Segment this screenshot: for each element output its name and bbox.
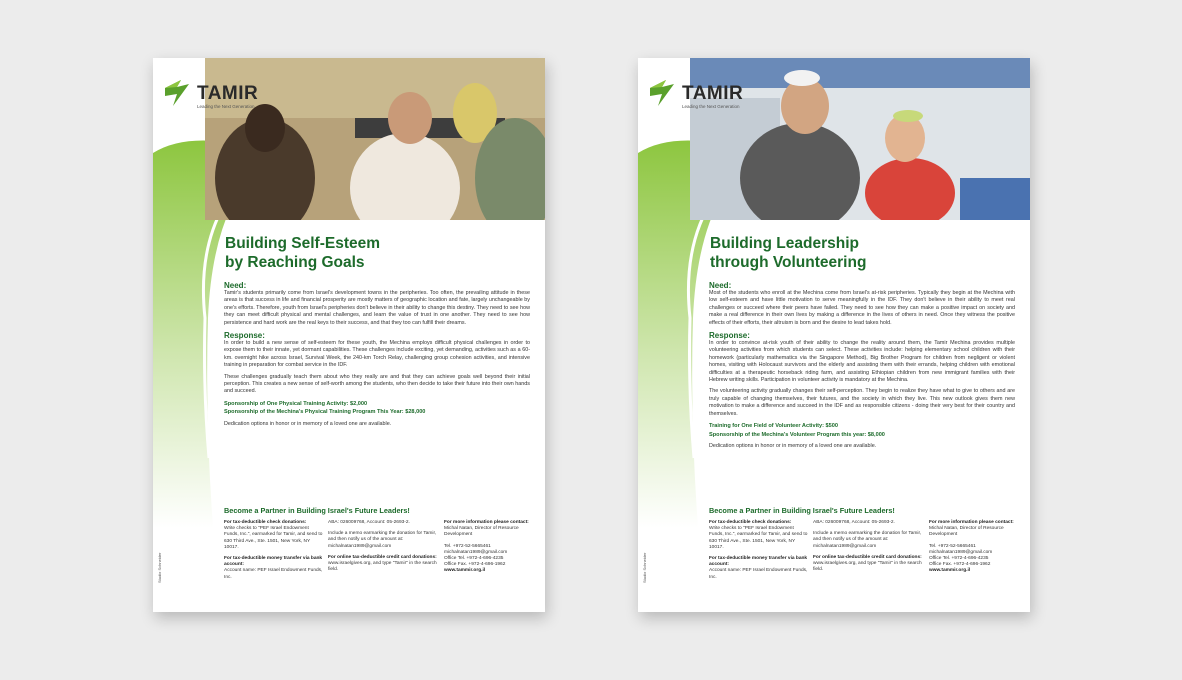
- response-paragraph-1: In order to build a new sense of self-esteem for these youth, the Mechina employs difficult physical challenges in order to expose them to their innate, yet dormant capabilities. These challenges include exciting, yet demanding, activities such as a 60-km. overnight hike across Israel, Survival Week, the 240-km Torch Relay, challenging group cohesion activities, and intensive training in preparation for combat service in the IDF.: [224, 340, 530, 369]
- footer-col-check: [709, 520, 809, 581]
- response-paragraph-2: The volunteering activity gradually changes their self-perception. They begin to realize they have what to give to others and are truly capable of changing themselves, their futures, and the society in which they live. This new outlook gives them new motivation to make a difference and succeed in the IDF and as responsible citizens - doing their very best for their country and themselves.: [709, 388, 1015, 417]
- response-paragraph-1: In order to convince at-risk youth of their ability to change the reality around them, the Tamir Mechina provides multiple volunteering activities from which students can select. These activities include: helping elementary school children with their homework (particularly mathematics via the Singapore Method), Big Brother Program for children from negligent or violent homes, visiting with Holocaust survivors and the elderly and assisting them with their errands, helping children with emotional difficulties at a therapeutic horseback riding farm, and assisting Ethiopian children from new immigrant families with their Hebrew writing skills. Participation in volunteer activity is mandatory at the Mechina.: [709, 340, 1015, 384]
- contact-tel: Tel. +972-52-5665461: [444, 543, 491, 549]
- office-tel: Office Tel. +972-4-696-4235: [929, 556, 989, 562]
- transfer-heading: For tax-deductible money transfer via bank account:: [709, 556, 808, 568]
- office-fax: Office Fax. +972-4-696-1962: [444, 562, 506, 568]
- check-heading: For tax-deductible check donations:: [709, 520, 792, 525]
- office-tel: Office Tel. +972-4-696-4235: [444, 556, 504, 562]
- dedication-note: Dedication options in honor or in memory of a loved one are available.: [709, 443, 877, 450]
- partner-heading: Become a Partner in Building Israel's Future Leaders!: [224, 506, 410, 515]
- footer-col-contact: [929, 520, 1019, 575]
- response-heading: Response:: [224, 331, 265, 341]
- office-fax: Office Fax. +972-4-696-1962: [929, 562, 991, 568]
- contact-email: michalnatan1989@gmail.com: [929, 549, 993, 555]
- website-link[interactable]: www.tammir.org.il: [929, 568, 971, 574]
- logo-wordmark: TAMIR: [197, 83, 259, 104]
- memo-text: Include a memo earmarking the donation for Tamir, and then notify us of the amount at: michalnatan1989@gmail.com: [813, 531, 922, 549]
- sponsorship-line-1: Training for One Field of Volunteer Activity: $500: [709, 423, 838, 430]
- contact-heading: For more information please contact:: [929, 520, 1014, 525]
- studio-credit: Studio Schneider: [642, 552, 647, 583]
- sponsorship-line-2: Sponsorship of the Mechina's Physical Training Program This Year: $28,000: [224, 409, 426, 416]
- contact-tel: Tel. +972-52-5665461: [929, 543, 976, 549]
- flyer-page-leadership: [638, 58, 1030, 612]
- studio-credit: Studio Schneider: [157, 552, 162, 583]
- aba-text: ABA: 026009768, Account: 05-2693-2.: [813, 520, 895, 525]
- need-heading: Need:: [224, 281, 247, 290]
- tamir-logo: [648, 78, 758, 118]
- aba-text: ABA: 026009768, Account: 05-2693-2.: [328, 520, 410, 525]
- card-heading: For online tax-deductible credit card donations:: [813, 554, 922, 560]
- logo-tagline: Leading the Next Generation: [682, 104, 740, 109]
- card-text: www.israelgives.org, and type "Tamir" in the search field.: [328, 561, 437, 573]
- transfer-text: Account name: PEF Israel Endowment Funds, Inc.: [224, 568, 323, 580]
- footer-col-check: [224, 520, 324, 581]
- donation-footer: [709, 520, 1019, 600]
- transfer-text: Account name: PEF Israel Endowment Funds, Inc.: [709, 568, 808, 580]
- transfer-heading: For tax-deductible money transfer via bank account:: [224, 556, 323, 568]
- check-text: Write checks to "PEF Israel Endowment Funds, Inc.", earmarked for Tamir, and send to 630 Third Ave., Ste. 1501, New York, NY 10017.: [224, 526, 323, 550]
- logo-tagline: Leading the Next Generation: [197, 104, 255, 109]
- need-heading: Need:: [709, 281, 732, 290]
- logo-wordmark: TAMIR: [682, 83, 744, 104]
- check-heading: For tax-deductible check donations:: [224, 520, 307, 525]
- contact-name: Michal Natan, Director of Resource Development: [929, 526, 1004, 538]
- tamir-logo-mark-icon: [648, 78, 680, 108]
- body-content: [709, 279, 1015, 449]
- card-heading: For online tax-deductible credit card donations:: [328, 554, 437, 560]
- page-title: [710, 234, 866, 272]
- footer-col-bank: [328, 520, 440, 573]
- contact-name: Michal Natan, Director of Resource Development: [444, 526, 519, 538]
- partner-heading: Become a Partner in Building Israel's Future Leaders!: [709, 506, 895, 515]
- donation-footer: [224, 520, 534, 600]
- footer-col-contact: [444, 520, 534, 575]
- response-heading: Response:: [709, 331, 750, 341]
- title-line-1: Building Leadership: [710, 235, 859, 252]
- contact-email: michalnatan1989@gmail.com: [444, 549, 508, 555]
- title-line-2: through Volunteering: [710, 254, 867, 271]
- sponsorship-line-1: Sponsorship of One Physical Training Activity: $2,000: [224, 400, 368, 407]
- tamir-logo: [163, 78, 273, 118]
- response-paragraph-2: These challenges gradually teach them about who they really are and that they can achieve goals well beyond their initial perception. This creates a new sense of self-worth among the students, who then decide to take their future into their own hands and succeed.: [224, 373, 530, 395]
- check-text: Write checks to "PEF Israel Endowment Funds, Inc.", earmarked for Tamir, and send to 630 Third Ave., Ste. 1501, New York, NY 10017.: [709, 526, 808, 550]
- title-line-1: Building Self-Esteem: [225, 235, 381, 252]
- card-text: www.israelgives.org, and type "Tamir" in the search field.: [813, 561, 922, 573]
- tamir-logo-mark-icon: [163, 78, 195, 108]
- need-paragraph: Tamir's students primarily come from Israel's development towns in the peripheries. Too often, the prevailing attitude in these areas is that success in life and financial prosperity are mostly matters of geographic location and fate, largely unchangeable by one's efforts. Therefore, youth from Israel's peripheries don't believe in their ability to change this destiny. They need to see how they can meet difficult physical and mental challenges, and learn the value of trust in one another. They need to see how persistence and hard work are the real keys to their success, and that they too can fulfill their dreams.: [224, 290, 530, 326]
- dedication-note: Dedication options in honor or in memory of a loved one are available.: [224, 421, 392, 428]
- website-link[interactable]: www.tammir.org.il: [444, 568, 486, 574]
- sponsorship-line-2: Sponsorship of the Mechina's Volunteer Program this year: $8,000: [709, 431, 885, 438]
- need-paragraph: Most of the students who enroll at the Mechina come from Israel's at-risk peripheries. Typically they begin at the Mechina with low self-esteem and have little motivation to serve meaningfully in the IDF. They don't believe in their ability to meet real challenges or succeed where their peers have failed. They need to see how they can make a positive impact on society and make a real difference in their own lives by making a difference in the lives of others in need. Once they witness the positive effects of their efforts, their altruism is born and the desire to lead takes hold.: [709, 290, 1015, 326]
- footer-col-bank: [813, 520, 925, 573]
- body-content: [224, 279, 530, 427]
- title-line-2: by Reaching Goals: [225, 254, 365, 271]
- contact-heading: For more information please contact:: [444, 520, 529, 525]
- page-title: [225, 234, 380, 272]
- memo-text: Include a memo earmarking the donation for Tamir, and then notify us of the amount at: michalnatan1989@gmail.com: [328, 531, 437, 549]
- flyer-page-self-esteem: [153, 58, 545, 612]
